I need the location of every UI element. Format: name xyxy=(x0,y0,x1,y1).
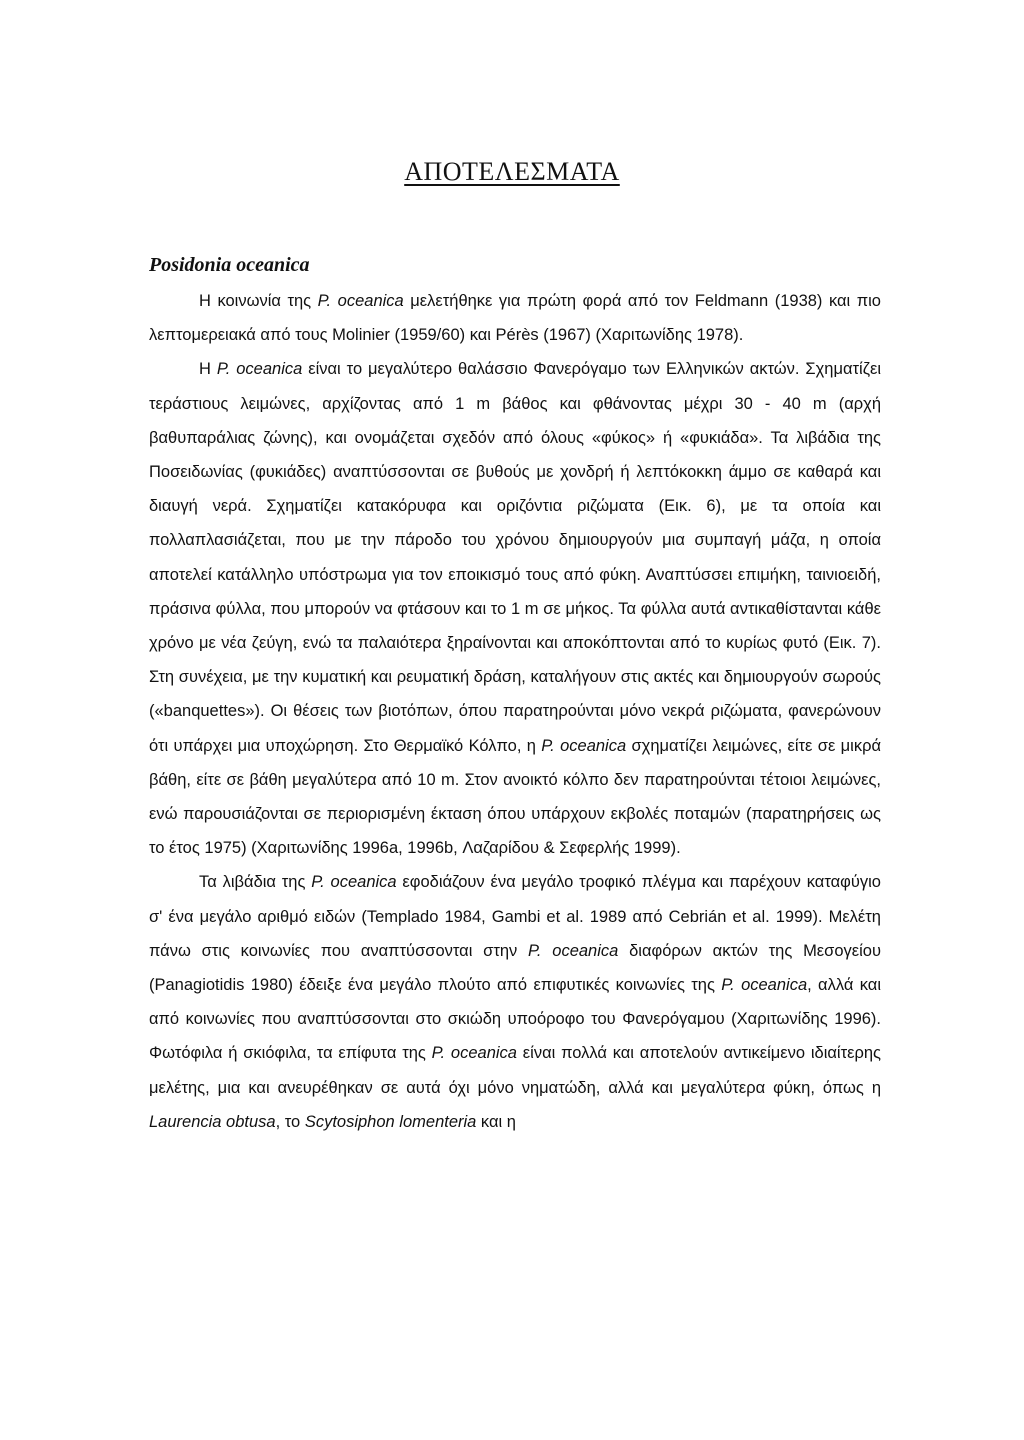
italic-term: Scytosiphon lomenteria xyxy=(304,1112,477,1131)
text-run: μελετήθηκε για πρώτη φορά από τον Feldmann (1938) και πιο λεπτομερειακά από τους Molinier (1959/60) και Pérès (1967) (Χαριτωνίδης 1978). xyxy=(149,292,881,345)
italic-term: P. oceanica xyxy=(541,736,627,755)
paragraph xyxy=(149,352,881,865)
section-title: Posidonia oceanica xyxy=(149,254,310,276)
text-run: διαφόρων ακτών της Μεσογείου (Panagiotidis 1980) έδειξε ένα μεγάλο πλούτο από επιφυτικές κοινωνίες της xyxy=(149,941,881,995)
text-run: , το xyxy=(275,1112,305,1131)
page-heading: ΑΠΟΤΕΛΕΣΜΑΤΑ xyxy=(404,157,620,186)
italic-term: P. oceanica xyxy=(317,292,404,310)
text-run: είναι πολλά και αποτελούν αντικείμενο ιδιαίτερης μελέτης, μια και ανευρέθηκαν σε αυτά όχι μόνο νηματώδη, αλλά και μεγαλύτερα φύκη, όπως η xyxy=(149,1044,881,1097)
text-run: εφοδιάζουν ένα μεγάλο τροφικό πλέγμα και παρέχουν καταφύγιο σ' ένα μεγάλο αριθμό ειδών (Templado 1984, Gambi et al. 1989 από Cebrián et al. 1999). Μελέτη πάνω στις κοινωνίες που αναπτύσσονται στην xyxy=(149,873,881,960)
text-run: , αλλά και από κοινωνίες που αναπτύσσονται στο σκιώδη υποόροφο του Φανερόγαμου (Χαριτωνίδης 1996). Φωτόφιλα ή σκιόφιλα, τα επίφυτα της xyxy=(149,976,881,1063)
text-run: Η κοινωνία της xyxy=(199,292,318,310)
italic-term: P. oceanica xyxy=(311,873,397,892)
paragraph xyxy=(149,284,881,352)
text-run: είναι το μεγαλύτερο θαλάσσιο Φανερόγαμο των Ελληνικών ακτών. Σχηματίζει τεράστιους λειμώνες, αρχίζοντας από 1 m βάθος και φθάνοντας μέχρι 30 - 40 m (αρχή βαθυπαράλιας ζώνης), και ονομάζεται σχεδόν από όλους «φύκος» ή «φυκιάδα». Τα λιβάδια της Ποσειδωνίας (φυκιάδες) αναπτύσσονται σε βυθούς με χονδρή ή λεπτόκοκκη άμμο σε καθαρά και διαυγή νερά. Σχηματίζει κατακόρυφα και οριζόντια ριζώματα (Εικ. 6), με τα οποία και πολλαπλασιάζεται, που με την πάροδο του χρόνου δημιουργούν μια συμπαγή μάζα, η οποία αποτελεί κατάλληλο υπόστρωμα για τον εποικισμό τους από φύκη. Αναπτύσσει επιμήκη, ταινιοειδή, πράσινα φύλλα, που μπορούν να φτάσουν και το 1 m σε μήκος. Τα φύλλα αυτά αντικαθίστανται κάθε χρόνο με νέα ζεύγη, ενώ τα παλαιότερα ξηραίνονται και αποκόπτονται από το κυρίως φυτό (Εικ. 7). Στη συνέχεια, με την κυματική και ρευματική δράση, καταλήγουν στις ακτές και δημιουργούν σωρούς («banquettes»). Οι θέσεις των βιοτόπων, όπου παρατηρούνται μόνο νεκρά ριζώματα, φανερώνουν ότι υπάρχει μια υποχώρηση. Στο Θερμαϊκό Κόλπο, η xyxy=(149,360,881,755)
body-text xyxy=(149,284,881,1139)
text-run: Η xyxy=(199,360,217,379)
italic-term: P. oceanica xyxy=(721,976,808,995)
italic-term: P. oceanica xyxy=(528,941,619,960)
italic-term: P. oceanica xyxy=(216,360,303,379)
paragraph xyxy=(149,865,881,1139)
text-run: και η xyxy=(476,1112,516,1131)
text-run: σχηματίζει λειμώνες, είτε σε μικρά βάθη, είτε σε βάθη μεγαλύτερα από 10 m. Στον ανοικτό κόλπο δεν παρατηρούνται τέτοιοι λειμώνες, ενώ παρουσιάζονται σε περιορισμένη έκταση όπου υπάρχουν εκβολές ποταμών (παρατηρήσεις ως το έτος 1975) (Χαριτωνίδης 1996a, 1996b, Λαζαρίδου & Σεφερλής 1999). xyxy=(149,736,881,858)
italic-term: P. oceanica xyxy=(431,1044,517,1063)
text-run: Τα λιβάδια της xyxy=(199,873,312,892)
italic-term: Laurencia obtusa xyxy=(149,1112,276,1131)
